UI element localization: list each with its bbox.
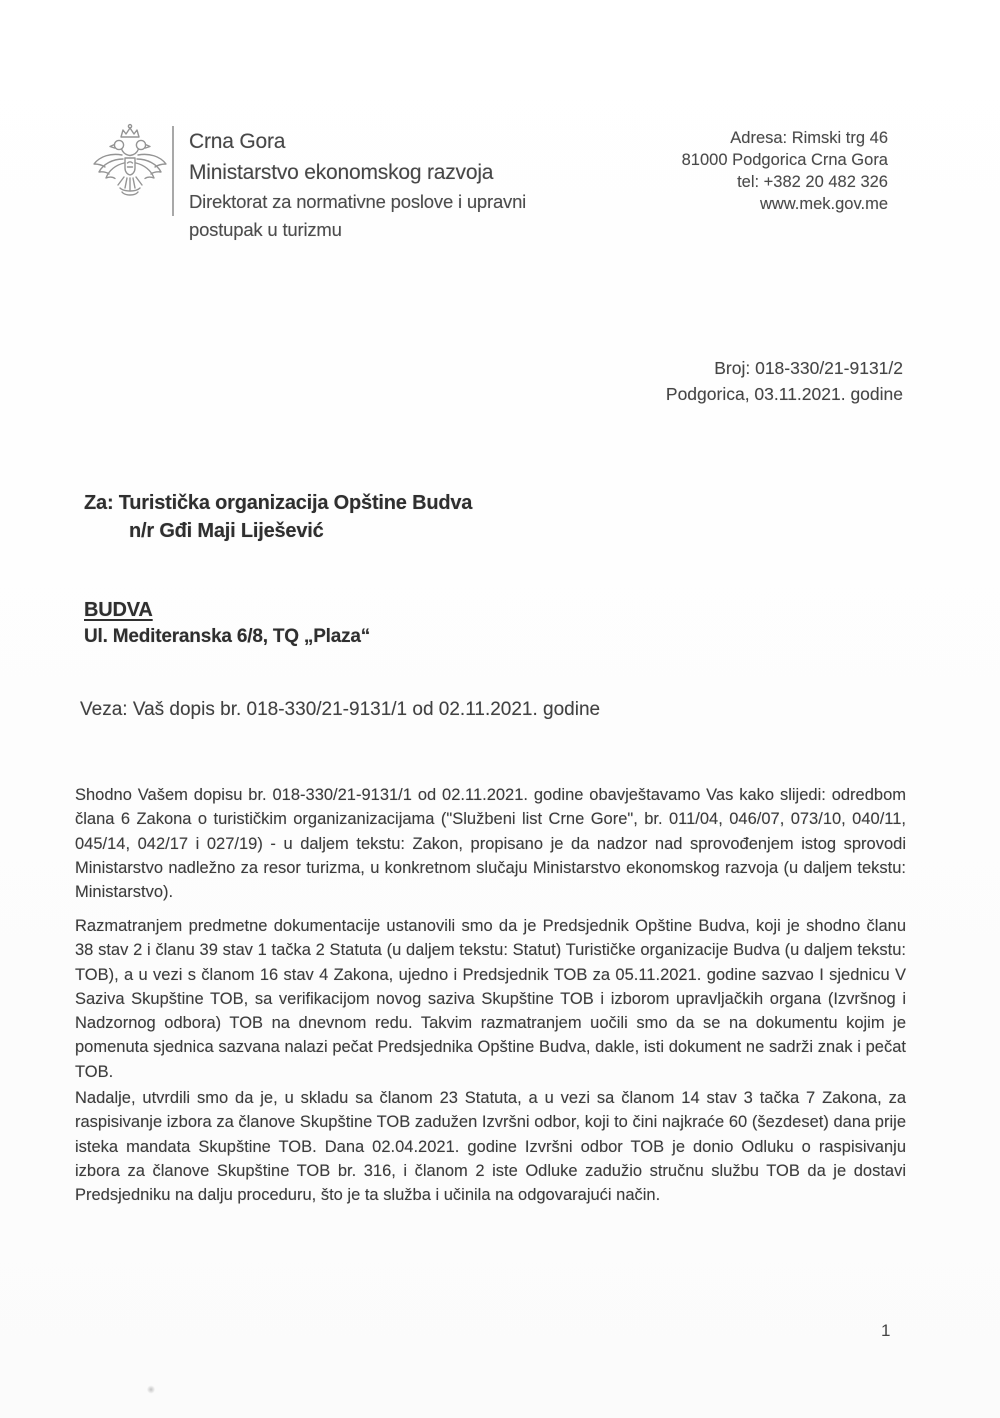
- contact-address-line2: 81000 Podgorica Crna Gora: [681, 151, 888, 169]
- recipient-block: [84, 489, 472, 545]
- page-number: 1: [881, 1321, 891, 1340]
- montenegro-coat-of-arms-icon: [84, 122, 176, 216]
- org-country: Crna Gora: [189, 130, 286, 153]
- contact-block: [682, 127, 888, 215]
- recipient-street: Ul. Mediteranska 6/8, TQ „Plaza“: [84, 626, 371, 647]
- reference-place-date: Podgorica, 03.11.2021. godine: [665, 384, 903, 404]
- contact-phone: tel: +382 20 482 326: [737, 173, 888, 191]
- subject-reference-line: Veza: Vaš dopis br. 018-330/21-9131/1 od 02.11.2021. godine: [80, 699, 601, 720]
- org-directorate-line2: postupak u turizmu: [189, 219, 342, 240]
- org-name-block: [189, 126, 526, 244]
- reference-number: Broj: 018-330/21-9131/2: [714, 358, 903, 378]
- scan-artifact: [147, 1385, 155, 1394]
- contact-address-line1: Adresa: Rimski trg 46: [730, 129, 888, 147]
- recipient-attn-line: n/r Gđi Maji Liješević: [129, 520, 324, 542]
- recipient-address-block: [84, 597, 370, 650]
- recipient-to-line: Za: Turistička organizacija Opštine Budva: [84, 492, 473, 514]
- body-paragraph-1: Shodno Vašem dopisu br. 018-330/21-9131/1 od 02.11.2021. godine obavještavamo Vas kako slijedi: odredbom člana 6 Zakona o turističkim organizanizacijama ("Službeni list Crne Gore", br. 011/04, 046/07, 073/10, 040/11, 045/14, 042/17 i 027/19) - u daljem tekstu: Zakon, propisano je da nadzor nad sprovođenjem istog sprovodi Ministarstvo nadležno za resor turizma, u konkretnom slučaju Ministarstvo ekonomskog razvoja (u daljem tekstu: Ministarstvo).: [75, 786, 906, 902]
- body-paragraph-3: Nadalje, utvrdili smo da je, u skladu sa članom 23 Statuta, a u vezi sa članom 14 stav 3 tačka 7 Zakona, za raspisivanje izbora za članove Skupštine TOB zadužen Izvršni odbor, koji to čini najkraće 60 (šezdeset) dana prije isteka mandata Skupštine TOB. Dana 02.04.2021. godine Izvršni odbor TOB je donio Odluku o raspisivanju izbora za članove Skupštine TOB br. 316, i članom 2 iste Odluke zadužio stručnu službu TOB da je dostavi Predsjedniku na dalju proceduru, što je ta služba i učinila na odgovarajući način.: [75, 1089, 906, 1205]
- contact-website: www.mek.gov.me: [759, 195, 888, 213]
- reference-block: [666, 355, 903, 407]
- letterhead-separator: [172, 126, 174, 216]
- org-ministry: Ministarstvo ekonomskog razvoja: [189, 161, 494, 184]
- org-directorate-line1: Direktorat za normativne poslove i upravni: [189, 191, 527, 212]
- body-paragraph-2: Razmatranjem predmetne dokumentacije ustanovili smo da je Predsjednik Opštine Budva, koji je shodno članu 38 stav 2 i članu 39 stav 1 tačka 2 Statuta (u daljem tekstu: Statut) Turističke organizacije Budva (u daljem tekstu: TOB), a u vezi s članom 16 stav 4 Zakona, ujedno i Predsjednik TOB za 05.11.2021. godine sazvao I sjednicu V Saziva Skupštine TOB, sa verifikacijom novog saziva Skupštine TOB i izborom upravljačkih organa (Izvršnog i Nadzornog odbora) TOB na dnevnom redu. Takvim razmatranjem uočili smo da se na dokumentu kojim je pomenuta sjednica sazvana nalazi pečat Predsjednika Opštine Budva, dakle, isti dokument ne sadrži znak i pečat TOB.: [75, 917, 906, 1081]
- recipient-city: BUDVA: [84, 599, 153, 621]
